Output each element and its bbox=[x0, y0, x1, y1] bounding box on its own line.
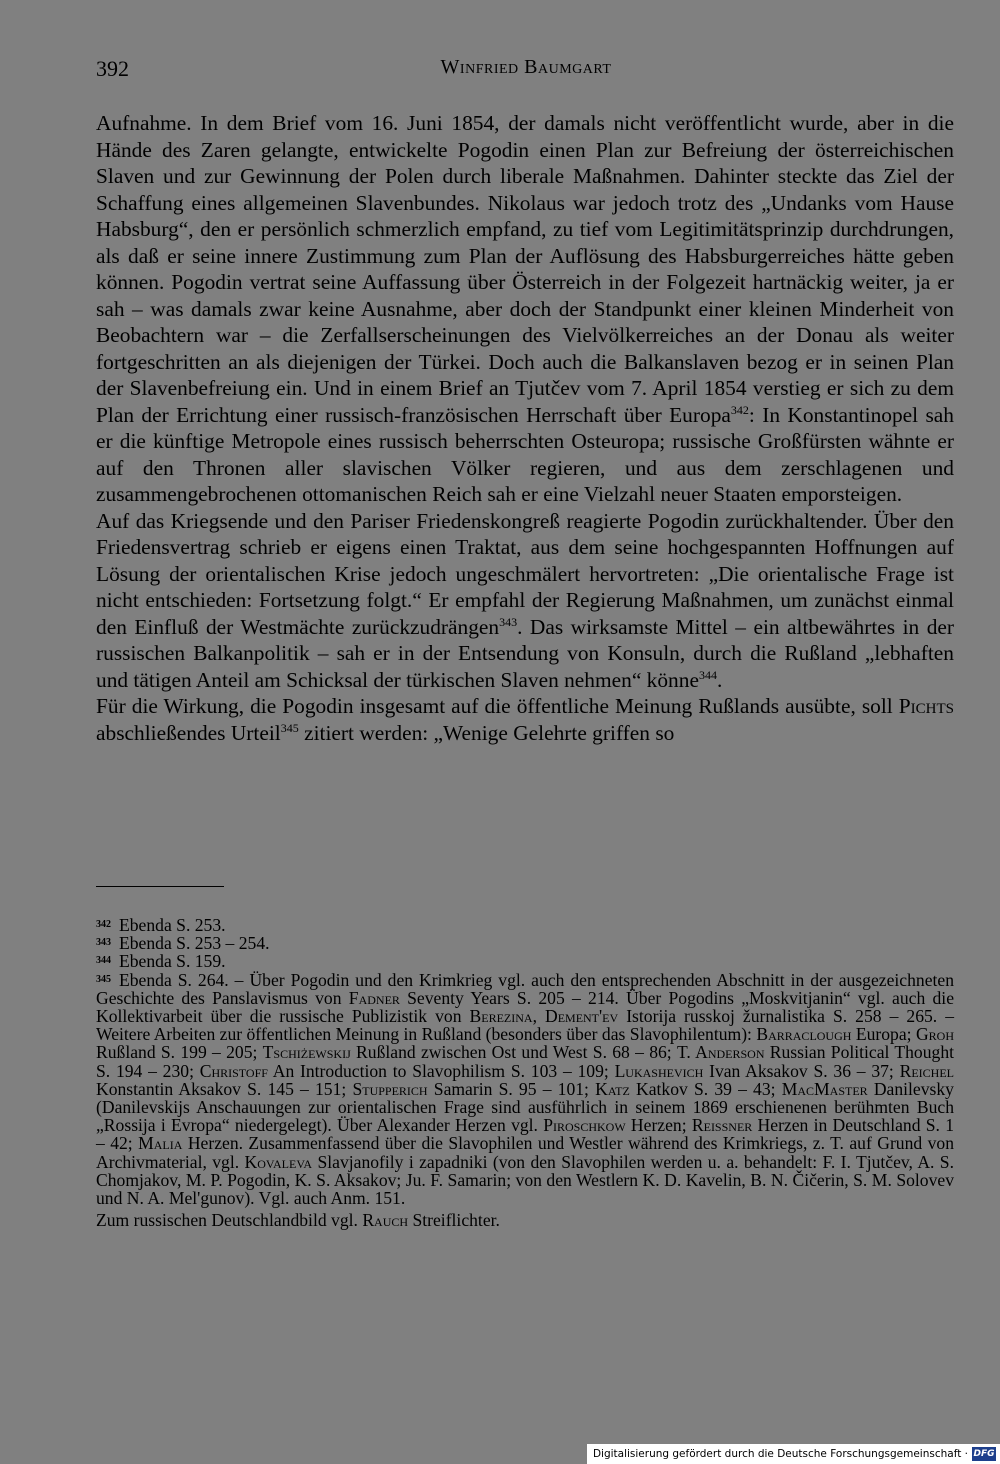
footnote-ref-344: 344 bbox=[698, 667, 717, 682]
text-run: . bbox=[716, 667, 723, 692]
banner-text: Digitalisierung gefördert durch die Deutsche Forschungsgemeinschaft · bbox=[592, 1448, 968, 1460]
author-name: Christoff bbox=[199, 1060, 268, 1081]
main-text bbox=[96, 110, 954, 746]
footnote-text: Streiflichter. bbox=[408, 1210, 500, 1231]
footnote-ref-342: 342 bbox=[730, 402, 749, 417]
footnote-ref-345: 345 bbox=[280, 720, 299, 735]
footnote-text: Rußland zwischen Ost und West S. 68 – 86; bbox=[350, 1042, 677, 1063]
paragraph-3 bbox=[96, 693, 954, 746]
text-run: Für die Wirkung, die Pogodin insgesamt auf die öffentliche Meinung Rußlands ausübte, soll bbox=[96, 694, 899, 718]
footnote-text: Ebenda S. 159. bbox=[119, 951, 226, 972]
footnote-text: Katkov S. 39 – 43; bbox=[629, 1078, 782, 1099]
footnote-text: Danilevsky (Danilevskijs Anschauungen zur orientalischen Frage sind ausführlich in seinem 1869 erschienenen berühmten Buch „Rossija i Evropa“ niedergelegt). Über Alexander Herzen vgl. bbox=[96, 1078, 954, 1136]
author-name: Rauch bbox=[362, 1210, 409, 1231]
author-name: Fadner bbox=[348, 987, 400, 1008]
author-name: Kovaleva bbox=[244, 1151, 313, 1172]
author-name: Lukashevich bbox=[614, 1060, 704, 1081]
text-run: zitiert werden: „Wenige Gelehrte griffen so bbox=[298, 720, 675, 745]
footnote-text: Slavjanofily i zapadniki (von den Slavophilen werden u. a. behandelt: F. I. Tjutčev, A. S. Chomjakov, M. P. Pogodin, K. S. Aksakov; Ju. F. Samarin; von den Westlern K. D. Kavelin, B. N. Čičerin, S. M. Solovev und N. A. Mel'gunov). Vgl. auch Anm. 151. bbox=[96, 1151, 954, 1209]
footnote-text: An Introduction to Slavophilism S. 103 – 109; bbox=[267, 1060, 615, 1081]
footnote-ref-343: 343 bbox=[499, 614, 518, 629]
dfg-logo-icon: DFG bbox=[973, 1449, 995, 1459]
author-name: Katz bbox=[595, 1078, 630, 1099]
footnote-text: Konstantin Aksakov S. 145 – 151; bbox=[96, 1078, 353, 1099]
digitization-banner bbox=[587, 1444, 1000, 1464]
author-name: Pichts bbox=[898, 694, 954, 718]
text-run: abschließendes Urteil bbox=[96, 720, 281, 745]
footnote-text: Seventy Years S. 205 – 214. Über Pogodins „Moskvitjanin“ vgl. auch die Kollektivarbeit über die russische Publizistik von bbox=[96, 987, 955, 1027]
footnote-text: Ebenda S. 253 – 254. bbox=[119, 933, 270, 954]
footnote-text: Rußland S. 199 – 205; bbox=[96, 1042, 263, 1063]
author-name: Piroschkow bbox=[543, 1115, 626, 1136]
footnote-text: Ivan Aksakov S. 36 – 37; bbox=[703, 1060, 900, 1081]
author-name: Reissner bbox=[691, 1115, 753, 1136]
author-name: Tschiżewskij bbox=[262, 1042, 351, 1063]
footnotes bbox=[96, 916, 954, 1229]
author-name: Malia bbox=[138, 1133, 183, 1154]
author-name: Barraclough bbox=[756, 1024, 852, 1045]
footnote-343 bbox=[96, 934, 954, 952]
footnote-text: Europa; bbox=[851, 1024, 916, 1045]
author-name: Stupperich bbox=[352, 1078, 428, 1099]
footnote-text: Ebenda S. 264. – Über Pogodin und den Krimkrieg vgl. auch den entsprechenden Abschnitt in der ausgezeichneten Geschichte des Panslavismus von bbox=[96, 969, 954, 1008]
footnote-text: Herzen in Deutschland S. 1 – 42; bbox=[96, 1115, 954, 1154]
footnote-text: Herzen. Zusammenfassend über die Slavophilen und Westler während des Krimkriegs, z. T. auf Grund von Archivmaterial, vgl. bbox=[96, 1133, 954, 1172]
footnote-342 bbox=[96, 916, 954, 934]
paragraph-1 bbox=[96, 110, 954, 508]
author-name: MacMaster bbox=[781, 1078, 868, 1099]
footnote-number: 342 bbox=[96, 919, 111, 930]
footnote-text: Herzen; bbox=[625, 1115, 692, 1136]
author-name: Reichel bbox=[899, 1060, 954, 1081]
footnote-number: 343 bbox=[96, 937, 111, 949]
author-name: Berezina, Dement'ev bbox=[469, 1006, 619, 1027]
footnote-text: Russian Political Thought S. 194 – 230; bbox=[96, 1042, 955, 1081]
text-run: Auf das Kriegsende und den Pariser Friedenskongreß reagierte Pogodin zurückhaltender. Über den Friedensvertrag schrieb er eigens einen Traktat, aus dem seine hochgespannten Hoffnungen auf Lösung der orientalischen Krise jedoch ungeschmälert hervortreten: „Die orientalische Frage ist nicht entschieden: Fortsetzung folgt.“ Er empfahl der Regierung Maßnahmen, um zunächst einmal den Einfluß der Westmächte zurückzudrängen bbox=[96, 508, 954, 639]
footnote-345 bbox=[96, 971, 954, 1208]
footnote-text: Istorija russkoj žurnalistika S. 258 – 265. – Weitere Arbeiten zur öffentlichen Meinung in Rußland (besonders über das Slavophilentum): bbox=[96, 1006, 954, 1045]
footnote-text: Ebenda S. 253. bbox=[119, 915, 226, 935]
text-run: . Das wirksamste Mittel – ein altbewährtes in der russischen Balkanpolitik – sah er in der Entsendung von Konsuln, durch die Rußland „lebhaften und tätigen Anteil am Schicksal der türkischen Slaven nehmen“ könne bbox=[96, 614, 955, 692]
text-run: Aufnahme. In dem Brief vom 16. Juni 1854, der damals nicht veröffentlicht wurde, aber in die Hände des Zaren gelangte, entwickelte Pogodin einen Plan zur Befreiung der österreichischen Slaven und zur Gewinnung der Polen durch liberale Maßnahmen. Dahinter steckte das Ziel der Schaffung eines allgemeinen Slavenbundes. Nikolaus war jedoch trotz des „Undanks vom Hause Habsburg“, den er persönlich schmerzlich empfand, zu tief vom Legitimitätsprinzip durchdrungen, als daß er seine innere Zustimmung zum Plan der Auflösung des Habsburgerreiches hätte geben können. Pogodin vertrat seine Auffassung über Österreich in der Folgezeit hartnäckig weiter, ja er sah – was damals zwar keine Ausnahme, aber doch der Standpunkt einer kleinen Minderheit von Beobachtern war – die Zerfallserscheinungen des Vielvölkerreiches an der Donau als weiter fortgeschritten an als diejenigen der Türkei. Doch auch die Balkanslaven bezog er in seinen Plan der Slavenbefreiung ein. Und in einem Brief an Tjutčev vom 7. April 1854 verstieg er sich zu dem Plan der Errichtung einer russisch-französischen Herrschaft über Europa bbox=[96, 111, 954, 427]
footnote-number: 345 bbox=[96, 973, 111, 985]
closing-note bbox=[96, 1211, 954, 1229]
paragraph-2 bbox=[96, 508, 954, 694]
footnote-separator bbox=[96, 886, 224, 887]
running-head: Winfried Baumgart bbox=[440, 56, 612, 78]
text-run: : In Konstantinopel sah er die künftige Metropole eines russisch beherrschten Osteuropa; russische Großfürsten wähnte er auf den Thronen aller slavischen Völker regieren, und aus dem zerschlagenen und zusammengebrochenen ottomanischen Reich sah er eine Vielzahl neuer Staaten emporsteigen. bbox=[96, 402, 954, 506]
page-header bbox=[96, 56, 956, 86]
author-name: T. Anderson bbox=[676, 1042, 765, 1063]
page-number: 392 bbox=[96, 56, 129, 81]
footnote-text: Zum russischen Deutschlandbild vgl. bbox=[96, 1210, 363, 1231]
footnote-number: 344 bbox=[96, 955, 111, 967]
author-name: Groh bbox=[915, 1024, 954, 1045]
footnote-344 bbox=[96, 952, 954, 970]
footnote-text: Samarin S. 95 – 101; bbox=[427, 1078, 596, 1099]
